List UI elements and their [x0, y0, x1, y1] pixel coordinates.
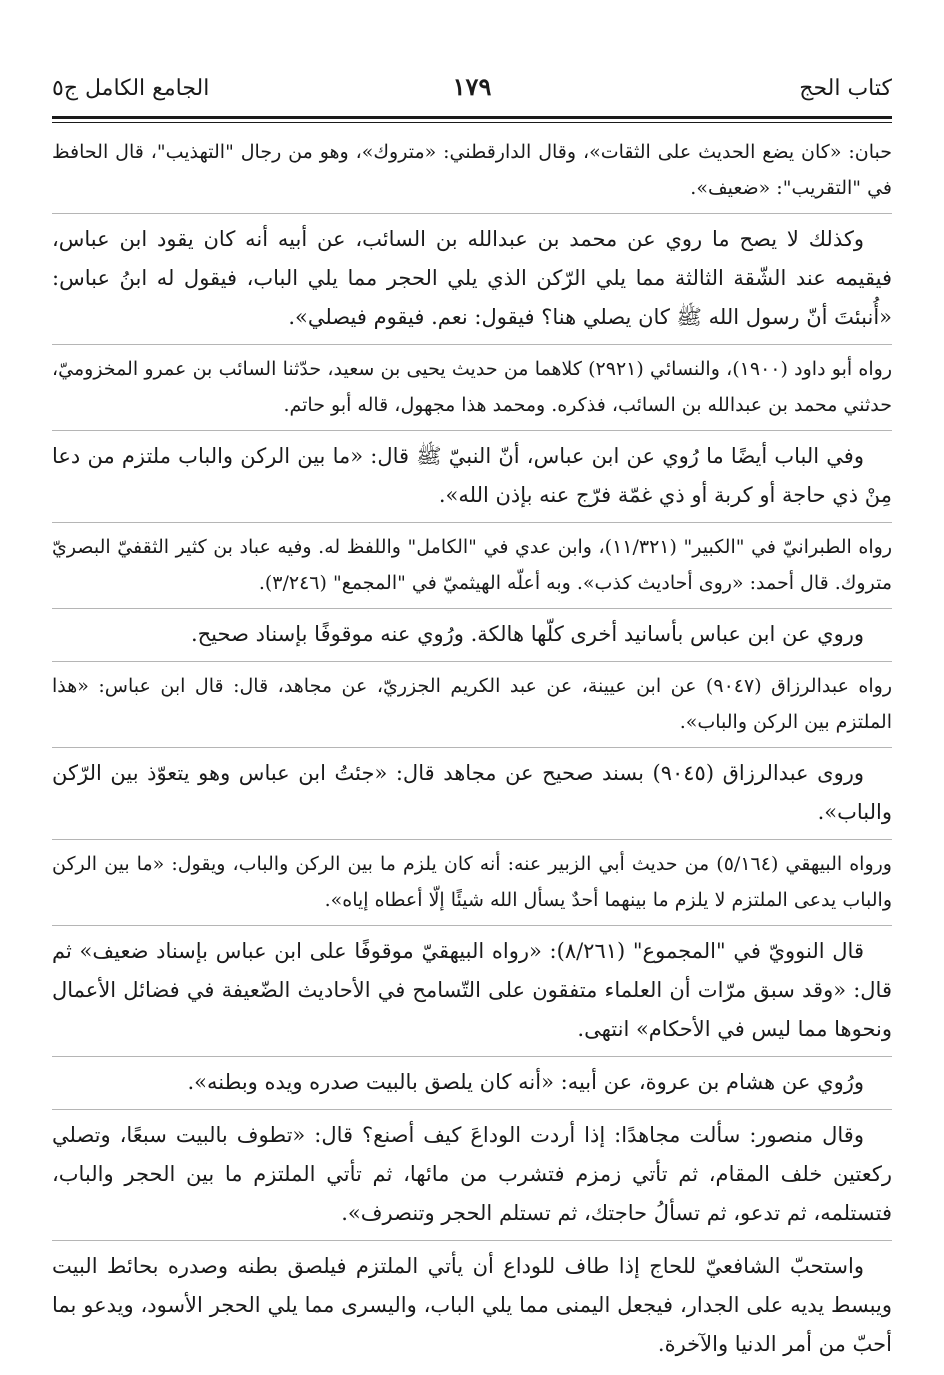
paragraph-separator	[52, 430, 892, 431]
chapter-title: كتاب الحج	[799, 76, 892, 101]
paragraph-separator	[52, 213, 892, 214]
paragraph-hadith-note: ورواه البيهقي (٥/١٦٤) من حديث أبي الزبير عنه: أنه كان يلزم ما بين الركن والباب، ويقول: «ما بين الركن والباب يدعى الملتزم لا يلزم ما بينهما أحدٌ يسأل الله شيئًا إلّا أعطاه إياه».	[52, 853, 892, 911]
paragraph-separator	[52, 344, 892, 345]
paragraph-main: وروى عبدالرزاق (٩٠٤٥) بسند صحيح عن مجاهد قال: «جئتُ ابن عباس وهو يتعوّذ بين الرّكن والباب».	[52, 761, 892, 824]
page-header	[52, 68, 892, 108]
paragraph-hadith-note: رواه عبدالرزاق (٩٠٤٧) عن ابن عيينة، عن عبد الكريم الجزريّ، عن مجاهد، قال: قال ابن عباس: «هذا الملتزم بين الركن والباب».	[52, 675, 892, 733]
paragraph-main: وفي الباب أيضًا ما رُوي عن ابن عباس، أنّ النبيّ ﷺ قال: «ما بين الركن والباب ملتزم من دعا مِنْ ذي حاجة أو كربة أو ذي غمّة فرّج عنه بإذن الله».	[52, 444, 892, 507]
paragraph-separator	[52, 1240, 892, 1241]
paragraph-main: وقال منصور: سألت مجاهدًا: إذا أردت الوداعَ كيف أصنع؟ قال: «تطوف بالبيت سبعًا، وتصلي ركعتين خلف المقام، ثم تأتي زمزم فتشرب من مائها، ثم تأتي الملتزم ما بين الحجر والباب، فتستلمه، ثم تدعو، ثم تسألُ حاجتك، ثم تستلم الحجر وتنصرف».	[52, 1123, 892, 1225]
paragraph-hadith-note: رواه الطبرانيّ في "الكبير" (١١/٣٢١)، وابن عدي في "الكامل" واللفظ له. وفيه عباد بن كثير الثقفيّ البصريّ متروك. قال أحمد: «روى أحاديث كذب». وبه أعلّه الهيثميّ في "المجمع" (٣/٢٤٦).	[52, 536, 892, 594]
paragraph-separator	[52, 747, 892, 748]
paragraph-main: ورُوي عن هشام بن عروة، عن أبيه: «أنه كان يلصق بالبيت صدره ويده وبطنه».	[187, 1070, 864, 1094]
paragraph-separator	[52, 1056, 892, 1057]
paragraph-separator	[52, 925, 892, 926]
paragraph-main: قال النوويّ في "المجموع" (٨/٢٦١): «رواه البيهقيّ موقوفًا على ابن عباس بإسناد ضعيف» ثم قال: «وقد سبق مرّات أن العلماء متفقون على التّسامح في الأحاديث الضّعيفة في فضائل الأعمال ونحوها مما ليس في الأحكام» انتهى.	[52, 939, 892, 1041]
paragraph-separator	[52, 661, 892, 662]
header-rule-thin	[52, 122, 892, 123]
paragraph-separator	[52, 839, 892, 840]
paragraph-hadith-note: حبان: «كان يضع الحديث على الثقات»، وقال الدارقطني: «متروك»، وهو من رجال "التهذيب"، قال الحافظ في "التقريب": «ضعيف».	[52, 141, 892, 199]
paragraph-main: واستحبّ الشافعيّ للحاج إذا طاف للوداع أن يأتي الملتزم فيلصق بطنه وصدره بحائط البيت ويبسط يديه على الجدار، فيجعل اليمنى مما يلي الباب، واليسرى مما يلي الحجر الأسود، ويدعو بما أحبّ من أمر الدنيا والآخرة.	[52, 1254, 892, 1356]
paragraph-separator	[52, 522, 892, 523]
page-number: ١٧٩	[452, 72, 492, 101]
page-body	[52, 134, 892, 1371]
paragraph-hadith-note: رواه أبو داود (١٩٠٠)، والنسائي (٢٩٢١) كلاهما من حديث يحيى بن سعيد، حدّثنا السائب بن عمرو المخزوميّ، حدثني محمد بن عبدالله بن السائب، فذكره. ومحمد هذا مجهول، قاله أبو حاتم.	[52, 358, 892, 416]
header-rule-thick	[52, 116, 892, 119]
paragraph-main: وكذلك لا يصح ما روي عن محمد بن عبدالله بن السائب، عن أبيه أنه كان يقود ابن عباس، فيقيمه عند الشّقة الثالثة مما يلي الرّكن الذي يلي الحجر مما يلي الباب، فيقول له ابنُ عباس: «أُنبئتَ أنّ رسول الله ﷺ كان يصلي هنا؟ فيقول: نعم. فيقوم فيصلي».	[52, 227, 892, 329]
paragraph-separator	[52, 1109, 892, 1110]
book-title: الجامع الكامل ج٥	[52, 76, 210, 101]
paragraph-separator	[52, 608, 892, 609]
paragraph-main: وروي عن ابن عباس بأسانيد أخرى كلّها هالكة. ورُوي عنه موقوفًا بإسناد صحيح.	[190, 622, 864, 646]
